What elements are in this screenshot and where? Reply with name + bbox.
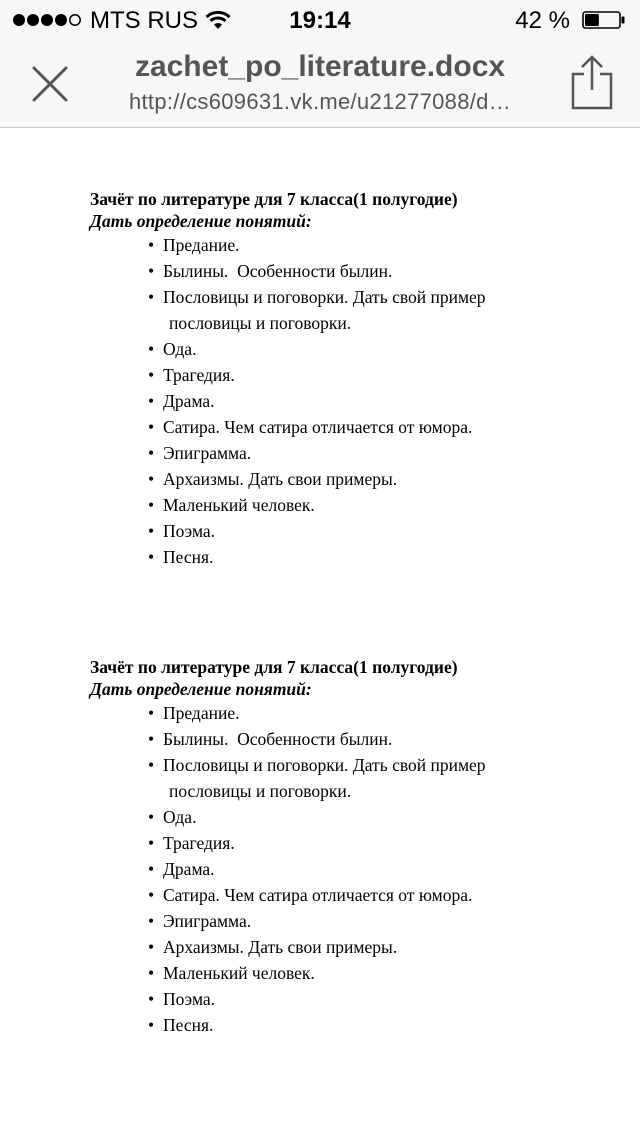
- list-item: • Пословицы и поговорки. Дать свой пример пословицы и поговорки.: [148, 752, 610, 804]
- list-item: • Песня.: [148, 544, 610, 570]
- list-item: • Драма.: [148, 388, 610, 414]
- carrier-name: MTS RUS: [90, 7, 198, 34]
- list-item: • Ода.: [148, 804, 610, 830]
- battery-icon: [582, 11, 626, 29]
- list-item: • Пословицы и поговорки. Дать свой пример пословицы и поговорки.: [148, 284, 610, 336]
- list-item: • Песня.: [148, 1012, 610, 1038]
- close-button[interactable]: [22, 56, 78, 112]
- section-title: Зачёт по литературе для 7 класса(1 полугодие): [90, 657, 458, 677]
- section-title: Зачёт по литературе для 7 класса(1 полугодие): [90, 189, 458, 209]
- list-item: • Маленький человек.: [148, 960, 610, 986]
- list-item: • Трагедия.: [148, 830, 610, 856]
- document-title: zachet_po_literature.docx: [134, 50, 506, 83]
- document-url: http://cs609631.vk.me/u21277088/d…: [128, 89, 511, 114]
- document-section: [90, 188, 610, 570]
- list-item: • Архаизмы. Дать свои примеры.: [148, 934, 610, 960]
- list-item: • Сатира. Чем сатира отличается от юмора.: [148, 414, 610, 440]
- list-item: • Эпиграмма.: [148, 908, 610, 934]
- status-bar: [0, 0, 640, 40]
- list-item-continuation: пословицы и поговорки.: [169, 313, 352, 333]
- terms-list: [90, 232, 610, 570]
- list-item: • Былины. Особенности былин.: [148, 258, 610, 284]
- list-item: • Маленький человек.: [148, 492, 610, 518]
- section-subtitle: Дать определение понятий:: [90, 679, 312, 699]
- list-item: • Былины. Особенности былин.: [148, 726, 610, 752]
- list-item: • Трагедия.: [148, 362, 610, 388]
- share-icon: [571, 54, 613, 110]
- list-item: • Ода.: [148, 336, 610, 362]
- close-x-icon: [31, 65, 69, 103]
- list-item: • Поэма.: [148, 986, 610, 1012]
- list-item: • Эпиграмма.: [148, 440, 610, 466]
- battery-percentage: 42 %: [515, 7, 570, 34]
- terms-list: [90, 700, 610, 1038]
- share-button[interactable]: [564, 50, 620, 114]
- document-section: [90, 656, 610, 1038]
- list-item: • Поэма.: [148, 518, 610, 544]
- clock-time: 19:14: [289, 7, 351, 34]
- list-item: • Предание.: [148, 700, 610, 726]
- section-subtitle: Дать определение понятий:: [90, 211, 312, 231]
- list-item: • Драма.: [148, 856, 610, 882]
- list-item: • Архаизмы. Дать свои примеры.: [148, 466, 610, 492]
- list-item: • Сатира. Чем сатира отличается от юмора.: [148, 882, 610, 908]
- document-content[interactable]: [0, 128, 640, 1136]
- list-item-continuation: пословицы и поговорки.: [169, 781, 352, 801]
- list-item: • Предание.: [148, 232, 610, 258]
- document-viewer-nav-bar: [0, 40, 640, 128]
